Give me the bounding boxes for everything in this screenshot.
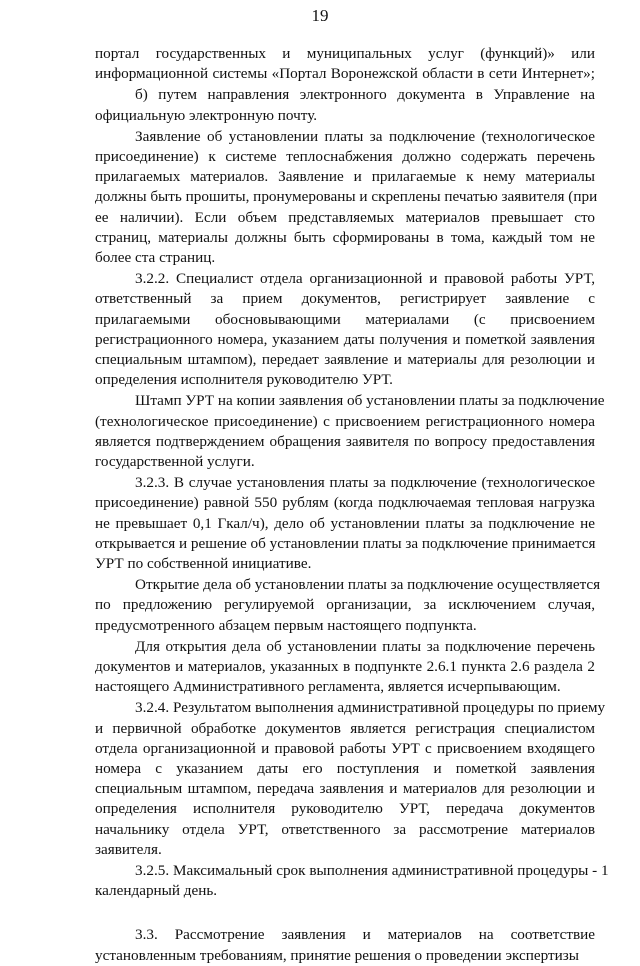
text-line: документов и материалов, указанных в подпункте 2.6.1 пункта 2.6 раздела 2: [95, 658, 595, 675]
text-line: настоящего Административного регламента, является исчерпывающим.: [95, 678, 561, 696]
text-line: по предложению регулируемой организации, за исключением случая,: [95, 596, 595, 614]
text-line: открывается и решение об установлении платы за подключение принимается: [95, 534, 596, 552]
text-line: портал государственных и муниципальных услуг (функций)» или: [95, 45, 595, 62]
text-line: и первичной обработке документов является регистрация специалистом: [95, 719, 595, 737]
text-line: 3.2.3. В случае установления платы за подключение (технологическое: [135, 474, 595, 492]
text-line: установленным требованиям, принятие решения о проведении экспертизы: [95, 946, 579, 964]
text-line: отдела организационной и правовой работы УРТ с присвоением входящего: [95, 739, 595, 757]
text-line: присоединение) равной 550 рублям (когда подключаемая тепловая нагрузка: [95, 494, 595, 512]
text-line: не превышает 0,1 Гкал/ч), дело об установлении платы за подключение не: [95, 514, 595, 532]
text-line: более ста страниц.: [95, 249, 216, 266]
text-line: 3.3. Рассмотрение заявления и материалов на соответствие: [135, 926, 595, 944]
text-line: 3.2.5. Максимальный срок выполнения административной процедуры - 1: [135, 862, 609, 879]
text-line: заявителя.: [95, 840, 162, 858]
text-line: прилагаемыми обосновывающими материалами (с присвоением: [95, 310, 595, 328]
text-line: начальнику отдела УРТ, ответственного за рассмотрение материалов: [95, 820, 595, 838]
text-line: является подтверждением обращения заявителя по вопросу предоставления: [95, 432, 595, 450]
text-line: специальным штампом, передача заявления и материалов для резолюции и: [95, 780, 595, 798]
text-line: информационной системы «Портал Воронежской области в сети Интернет»;: [95, 65, 595, 83]
text-line: УРТ по собственной инициативе.: [95, 555, 312, 572]
text-line: б) путем направления электронного документа в Управление на: [135, 86, 595, 104]
text-line: предусмотренного абзацем первым настоящего подпункта.: [95, 616, 477, 634]
text-line: номера с указанием даты его поступления и пометкой заявления: [95, 760, 595, 777]
text-line: 3.2.4. Результатом выполнения административной процедуры по приему: [135, 699, 606, 717]
text-line: ответственный за прием документов, регистрирует заявление с: [95, 290, 595, 308]
text-line: определения исполнителя руководителю УРТ, передача документов: [95, 800, 595, 818]
text-line: календарный день.: [95, 882, 218, 900]
text-line: Штамп УРТ на копии заявления об установлении платы за подключение: [135, 392, 605, 410]
text-line: присоединение) к системе теплоснабжения должно содержать перечень: [95, 148, 595, 165]
text-line: Для открытия дела об установлении платы за подключение перечень: [135, 637, 595, 655]
text-line: официальную электронную почту.: [95, 106, 318, 124]
text-line: должны быть прошиты, пронумерованы и скреплены печатью заявителя (при: [95, 188, 598, 206]
page-number: 19: [311, 6, 329, 25]
text-line: регистрационного номера, указанием даты получения и пометкой заявления: [95, 330, 595, 348]
text-line: страниц, материалы должны быть сформированы в тома, каждый том не: [95, 228, 595, 246]
text-line: ее наличии). Если объем представляемых материалов превышает сто: [95, 208, 595, 226]
text-line: прилагаемых материалов. Заявление и прилагаемые к нему материалы: [95, 168, 595, 186]
text-line: 3.2.2. Специалист отдела организационной и правовой работы УРТ,: [135, 270, 595, 288]
text-line: определения исполнителя руководителю УРТ.: [95, 371, 393, 389]
text-line: Открытие дела об установлении платы за подключение осуществляется: [135, 576, 601, 594]
text-line: (технологическое присоединение) с присвоением регистрационного номера: [95, 412, 595, 430]
text-line: Заявление об установлении платы за подключение (технологическое: [135, 127, 595, 145]
text-line: государственной услуги.: [95, 453, 255, 470]
text-line: специальным штампом), передает заявление и материалы для резолюции и: [95, 351, 595, 368]
